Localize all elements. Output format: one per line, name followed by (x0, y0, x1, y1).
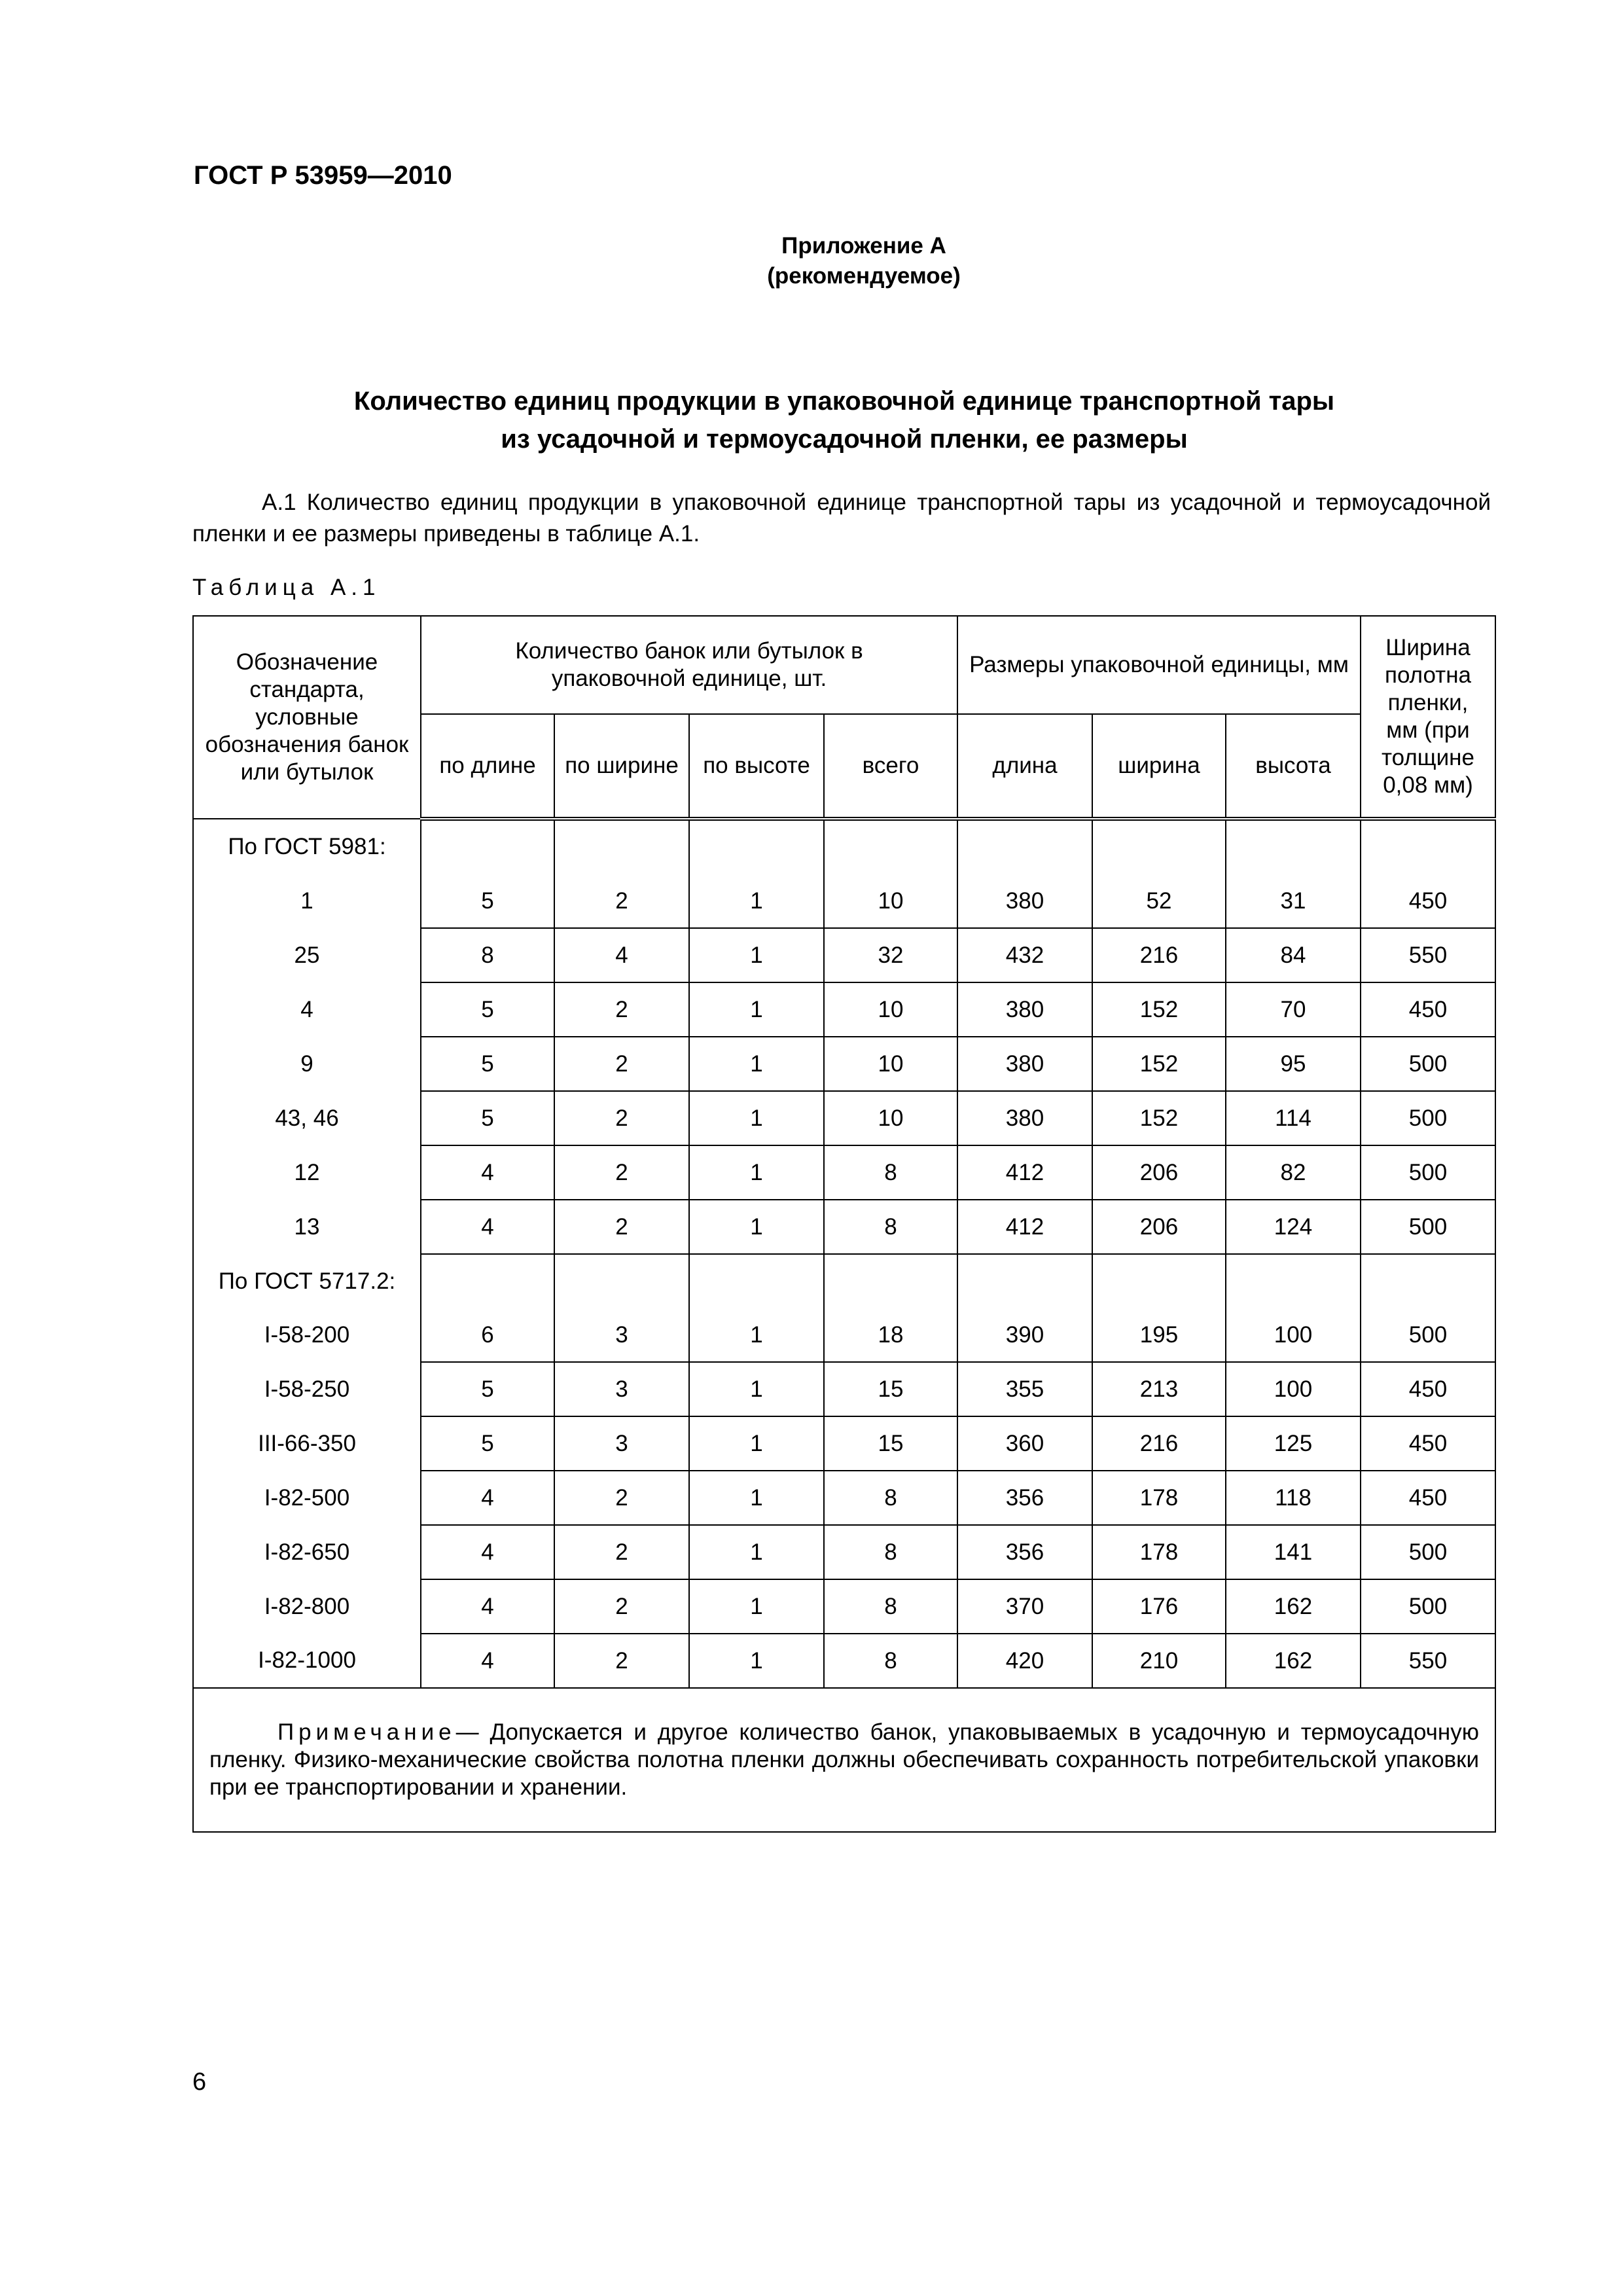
group-row (193, 819, 1495, 874)
value-cell: 8 (824, 1471, 957, 1525)
value-cell: 15 (824, 1362, 957, 1416)
value-cell: 2 (554, 1037, 689, 1091)
empty-cell (1361, 819, 1495, 874)
empty-cell (554, 819, 689, 874)
value-cell: 6 (421, 1308, 554, 1362)
value-cell: 1 (689, 1579, 824, 1634)
value-cell: 8 (824, 1579, 957, 1634)
document-code: ГОСТ Р 53959—2010 (194, 161, 452, 190)
header-by-length: по длине (421, 714, 554, 819)
value-cell: 356 (957, 1471, 1092, 1525)
table-row (193, 1471, 1495, 1525)
value-cell: 2 (554, 1634, 689, 1688)
designation-cell: 1 (193, 874, 421, 928)
empty-cell (824, 819, 957, 874)
value-cell: 1 (689, 1308, 824, 1362)
value-cell: 8 (824, 1200, 957, 1254)
value-cell: 2 (554, 982, 689, 1037)
empty-cell (689, 819, 824, 874)
value-cell: 216 (1092, 1416, 1226, 1471)
value-cell: 8 (824, 1525, 957, 1579)
value-cell: 550 (1361, 1634, 1495, 1688)
value-cell: 1 (689, 1634, 824, 1688)
value-cell: 206 (1092, 1145, 1226, 1200)
section-title-line-1: Количество единиц продукции в упаковочной единице транспортной тары (353, 387, 1335, 416)
value-cell: 2 (554, 1525, 689, 1579)
designation-cell: III-66-350 (193, 1416, 421, 1471)
empty-cell (421, 819, 554, 874)
designation-cell: 43, 46 (193, 1091, 421, 1145)
value-cell: 5 (421, 874, 554, 928)
value-cell: 125 (1226, 1416, 1361, 1471)
value-cell: 8 (824, 1145, 957, 1200)
value-cell: 216 (1092, 928, 1226, 982)
designation-cell: I-82-1000 (193, 1634, 421, 1688)
value-cell: 100 (1226, 1308, 1361, 1362)
value-cell: 2 (554, 1091, 689, 1145)
table-caption: Таблица А.1 (192, 575, 381, 600)
intro-paragraph: А.1 Количество единиц продукции в упаковочной единице транспортной тары из усадочной и термоусадочной пленки и ее размеры приведены в таблице А.1. (192, 490, 1491, 547)
table-row (193, 1308, 1495, 1362)
value-cell: 390 (957, 1308, 1092, 1362)
group-label: По ГОСТ 5981: (193, 819, 421, 874)
table-row (193, 1037, 1495, 1091)
empty-cell (554, 1254, 689, 1308)
appendix-title: Приложение А (781, 233, 946, 259)
value-cell: 152 (1092, 1037, 1226, 1091)
value-cell: 213 (1092, 1362, 1226, 1416)
value-cell: 500 (1361, 1308, 1495, 1362)
empty-cell (957, 819, 1092, 874)
section-title-line-2: из усадочной и термоусадочной пленки, ее размеры (501, 425, 1188, 454)
value-cell: 52 (1092, 874, 1226, 928)
value-cell: 380 (957, 1091, 1092, 1145)
value-cell: 5 (421, 1362, 554, 1416)
empty-cell (689, 1254, 824, 1308)
value-cell: 1 (689, 1145, 824, 1200)
header-dimensions-group: Размеры упаковочной единицы, мм (957, 616, 1361, 714)
value-cell: 2 (554, 1471, 689, 1525)
value-cell: 500 (1361, 1091, 1495, 1145)
designation-cell: 4 (193, 982, 421, 1037)
value-cell: 210 (1092, 1634, 1226, 1688)
value-cell: 4 (421, 1634, 554, 1688)
value-cell: 118 (1226, 1471, 1361, 1525)
page-number: 6 (192, 2068, 207, 2096)
value-cell: 100 (1226, 1362, 1361, 1416)
value-cell: 1 (689, 1200, 824, 1254)
table-row (193, 1362, 1495, 1416)
data-table (192, 615, 1496, 1833)
value-cell: 10 (824, 1091, 957, 1145)
value-cell: 178 (1092, 1525, 1226, 1579)
header-designation: Обозначение стандарта, условные обозначения банок или бутылок (193, 616, 421, 819)
empty-cell (824, 1254, 957, 1308)
value-cell: 2 (554, 874, 689, 928)
header-width: ширина (1092, 714, 1226, 819)
value-cell: 10 (824, 1037, 957, 1091)
value-cell: 31 (1226, 874, 1361, 928)
value-cell: 450 (1361, 1416, 1495, 1471)
value-cell: 124 (1226, 1200, 1361, 1254)
table-note (193, 1688, 1495, 1832)
empty-cell (1226, 819, 1361, 874)
value-cell: 10 (824, 874, 957, 928)
value-cell: 380 (957, 1037, 1092, 1091)
value-cell: 1 (689, 982, 824, 1037)
designation-cell: I-82-650 (193, 1525, 421, 1579)
value-cell: 2 (554, 1579, 689, 1634)
value-cell: 500 (1361, 1200, 1495, 1254)
value-cell: 5 (421, 1037, 554, 1091)
value-cell: 500 (1361, 1037, 1495, 1091)
value-cell: 3 (554, 1362, 689, 1416)
designation-cell: I-82-800 (193, 1579, 421, 1634)
value-cell: 18 (824, 1308, 957, 1362)
table-row (193, 874, 1495, 928)
designation-cell: I-58-200 (193, 1308, 421, 1362)
empty-cell (1226, 1254, 1361, 1308)
value-cell: 2 (554, 1145, 689, 1200)
designation-cell: I-82-500 (193, 1471, 421, 1525)
value-cell: 176 (1092, 1579, 1226, 1634)
value-cell: 4 (421, 1471, 554, 1525)
value-cell: 500 (1361, 1145, 1495, 1200)
table-row (193, 1634, 1495, 1688)
value-cell: 420 (957, 1634, 1092, 1688)
value-cell: 1 (689, 1362, 824, 1416)
value-cell: 4 (421, 1145, 554, 1200)
designation-cell: 25 (193, 928, 421, 982)
value-cell: 432 (957, 928, 1092, 982)
value-cell: 95 (1226, 1037, 1361, 1091)
value-cell: 178 (1092, 1471, 1226, 1525)
table-row (193, 1145, 1495, 1200)
value-cell: 450 (1361, 874, 1495, 928)
value-cell: 5 (421, 982, 554, 1037)
value-cell: 380 (957, 874, 1092, 928)
empty-cell (1361, 1254, 1495, 1308)
section-title (183, 382, 1505, 458)
value-cell: 450 (1361, 982, 1495, 1037)
value-cell: 70 (1226, 982, 1361, 1037)
value-cell: 4 (421, 1200, 554, 1254)
table-row (193, 1091, 1495, 1145)
value-cell: 550 (1361, 928, 1495, 982)
value-cell: 152 (1092, 982, 1226, 1037)
value-cell: 4 (421, 1525, 554, 1579)
value-cell: 206 (1092, 1200, 1226, 1254)
value-cell: 1 (689, 874, 824, 928)
value-cell: 1 (689, 1037, 824, 1091)
value-cell: 4 (421, 1579, 554, 1634)
value-cell: 152 (1092, 1091, 1226, 1145)
value-cell: 162 (1226, 1579, 1361, 1634)
value-cell: 10 (824, 982, 957, 1037)
value-cell: 1 (689, 1091, 824, 1145)
value-cell: 360 (957, 1416, 1092, 1471)
table-row (193, 1579, 1495, 1634)
value-cell: 3 (554, 1416, 689, 1471)
table-row (193, 1200, 1495, 1254)
value-cell: 4 (554, 928, 689, 982)
table-row (193, 1416, 1495, 1471)
empty-cell (1092, 1254, 1226, 1308)
value-cell: 141 (1226, 1525, 1361, 1579)
value-cell: 1 (689, 1525, 824, 1579)
value-cell: 195 (1092, 1308, 1226, 1362)
value-cell: 1 (689, 1416, 824, 1471)
value-cell: 412 (957, 1145, 1092, 1200)
designation-cell: I-58-250 (193, 1362, 421, 1416)
group-row (193, 1254, 1495, 1308)
note-label: Примечание (277, 1719, 456, 1745)
value-cell: 1 (689, 1471, 824, 1525)
table-row (193, 928, 1495, 982)
header-length: длина (957, 714, 1092, 819)
header-total: всего (824, 714, 957, 819)
value-cell: 32 (824, 928, 957, 982)
value-cell: 3 (554, 1308, 689, 1362)
table-body (193, 819, 1495, 1688)
empty-cell (1092, 819, 1226, 874)
value-cell: 8 (421, 928, 554, 982)
value-cell: 500 (1361, 1525, 1495, 1579)
value-cell: 114 (1226, 1091, 1361, 1145)
value-cell: 8 (824, 1634, 957, 1688)
note-text: — Допускается и другое количество банок, упаковываемых в усадочную и термоусадочную пленку. Физико-механические свойства полотна пленки должны обеспечивать сохранность потребительской упаковки при ее транспортировании и хранении. (209, 1719, 1479, 1800)
value-cell: 2 (554, 1200, 689, 1254)
value-cell: 15 (824, 1416, 957, 1471)
appendix-subtitle: (рекомендуемое) (767, 263, 961, 289)
value-cell: 450 (1361, 1362, 1495, 1416)
designation-cell: 9 (193, 1037, 421, 1091)
value-cell: 5 (421, 1091, 554, 1145)
group-label: По ГОСТ 5717.2: (193, 1254, 421, 1308)
empty-cell (957, 1254, 1092, 1308)
designation-cell: 12 (193, 1145, 421, 1200)
header-film-width: Ширина полотна пленки, мм (при толщине 0,08 мм) (1361, 616, 1495, 819)
value-cell: 1 (689, 928, 824, 982)
designation-cell: 13 (193, 1200, 421, 1254)
header-quantity-group: Количество банок или бутылок в упаковочной единице, шт. (421, 616, 957, 714)
header-height: высота (1226, 714, 1361, 819)
value-cell: 5 (421, 1416, 554, 1471)
value-cell: 82 (1226, 1145, 1361, 1200)
value-cell: 356 (957, 1525, 1092, 1579)
empty-cell (421, 1254, 554, 1308)
value-cell: 355 (957, 1362, 1092, 1416)
value-cell: 84 (1226, 928, 1361, 982)
value-cell: 162 (1226, 1634, 1361, 1688)
header-by-height: по высоте (689, 714, 824, 819)
value-cell: 370 (957, 1579, 1092, 1634)
value-cell: 412 (957, 1200, 1092, 1254)
value-cell: 500 (1361, 1579, 1495, 1634)
table-row (193, 982, 1495, 1037)
value-cell: 380 (957, 982, 1092, 1037)
table-row (193, 1525, 1495, 1579)
value-cell: 450 (1361, 1471, 1495, 1525)
header-by-width: по ширине (554, 714, 689, 819)
